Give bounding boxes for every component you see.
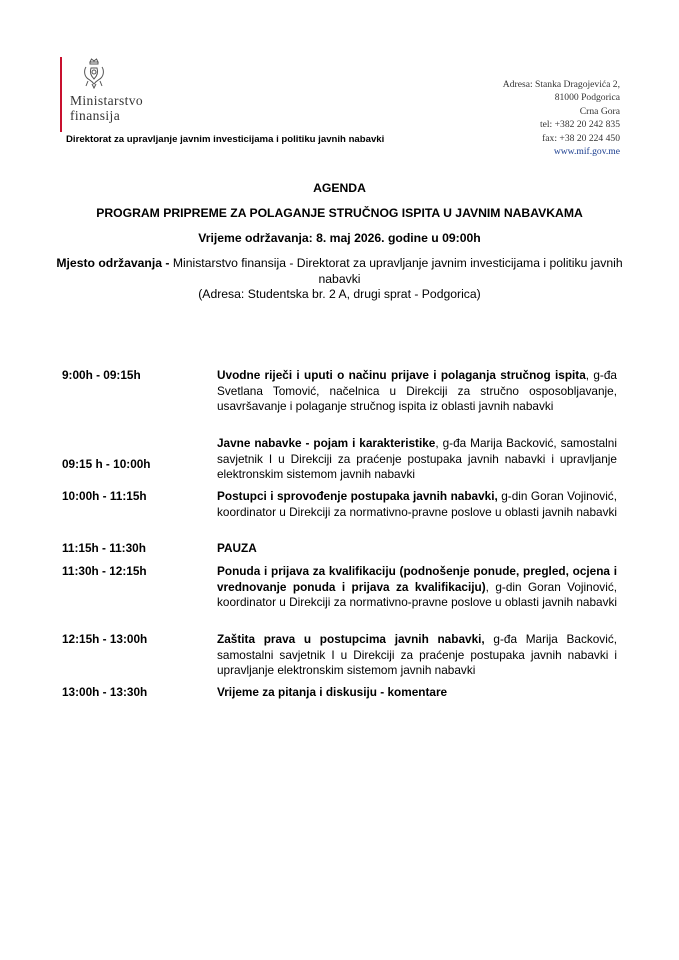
schedule-speaker: g-din Goran Vojinović, koordinator u Direkciji za normativno-pravne poslove u oblasti javnih nabavki [217, 489, 617, 519]
address-city: 81000 Podgorica [554, 92, 620, 104]
address-street: Adresa: Stanka Dragojevića 2, [502, 79, 620, 90]
schedule-time: 11:15h - 11:30h [62, 541, 146, 555]
directorate-name: Direktorat za upravljanje javnim investicijama i politiku javnih nabavki [66, 134, 385, 145]
ministry-line-1: Ministarstvo [70, 93, 144, 108]
schedule-time: 9:00h - 09:15h [62, 368, 141, 382]
address-country: Crna Gora [579, 105, 620, 117]
schedule-time: 11:30h - 12:15h [62, 564, 147, 578]
schedule-speaker: , g-đa Svetlana Tomović, načelnica u Direkciji za stručno osposobljavanje, usavršavanje i polaganje stručnog ispita iz oblasti javnih nabavki [217, 368, 617, 414]
schedule-time: 13:00h - 13:30h [62, 685, 148, 699]
schedule-description [217, 564, 617, 611]
schedule-time: 09:15 h - 10:00h [62, 457, 151, 471]
schedule-topic: Javne nabavke - pojam i karakteristike [217, 436, 436, 450]
ministry-line-2: finansija [70, 108, 121, 123]
program-title: PROGRAM PRIPREME ZA POLAGANJE STRUČNOG ISPITA U JAVNIM NABAVKAMA [96, 206, 583, 220]
place-text: Ministarstvo finansija - Direktorat za upravljanje javnim investicijama i politiku javnih nabavki [172, 256, 623, 286]
schedule-description [217, 489, 617, 520]
schedule-topic: Vrijeme za pitanja i diskusiju - komentare [217, 685, 448, 699]
event-place [50, 256, 629, 303]
schedule-topic: Uvodne riječi i uputi o načinu prijave i polaganja stručnog ispita [217, 368, 586, 382]
schedule-topic: PAUZA [217, 541, 257, 555]
coat-of-arms-icon [82, 58, 106, 90]
schedule-topic: Zaštita prava u postupcima javnih nabavki, [217, 632, 485, 646]
place-label: Mjesto održavanja - [56, 256, 173, 270]
address-website-link[interactable]: www.mif.gov.me [553, 146, 620, 158]
schedule-speaker: , g-đa Marija Backović, samostalni savjetnik I u Direkciji za praćenje postupaka javnih nabavki i upravljanje elektronskim sistemom javnih nabavki [217, 436, 617, 482]
schedule-time: 12:15h - 13:00h [62, 632, 148, 646]
schedule-description [217, 685, 617, 701]
ministry-name [70, 93, 143, 123]
schedule-time: 10:00h - 11:15h [62, 489, 147, 503]
schedule-description [217, 436, 617, 483]
address-block [503, 78, 620, 158]
schedule-topic: Postupci i sprovođenje postupaka javnih nabavki, [217, 489, 498, 503]
agenda-heading: AGENDA [313, 181, 366, 195]
event-time: Vrijeme održavanja: 8. maj 2026. godine u 09:00h [198, 231, 481, 245]
schedule-speaker: , g-din Goran Vojinović, koordinator u Direkciji za normativno-pravne poslove u oblasti javnih nabavki [217, 579, 617, 610]
place-address: (Adresa: Studentska br. 2 A, drugi sprat - Podgorica) [198, 287, 481, 301]
brand-red-bar [60, 57, 62, 132]
schedule-speaker: g-đa Marija Backović, samostalni savjetnik I u Direkciji za praćenje postupaka javnih nabavki i upravljanje elektronskim sistemom javnih nabavki [217, 632, 618, 678]
address-tel: tel: +382 20 242 835 [539, 119, 620, 131]
schedule-description [217, 368, 617, 415]
schedule-topic: Ponuda i prijava za kvalifikaciju (podnošenje ponude, pregled, ocjena i vrednovanje ponuda i prijava za kvalifikaciju) [217, 564, 617, 594]
schedule-description [217, 541, 617, 557]
address-fax: fax: +38 20 224 450 [542, 132, 620, 144]
schedule-description [217, 632, 617, 679]
